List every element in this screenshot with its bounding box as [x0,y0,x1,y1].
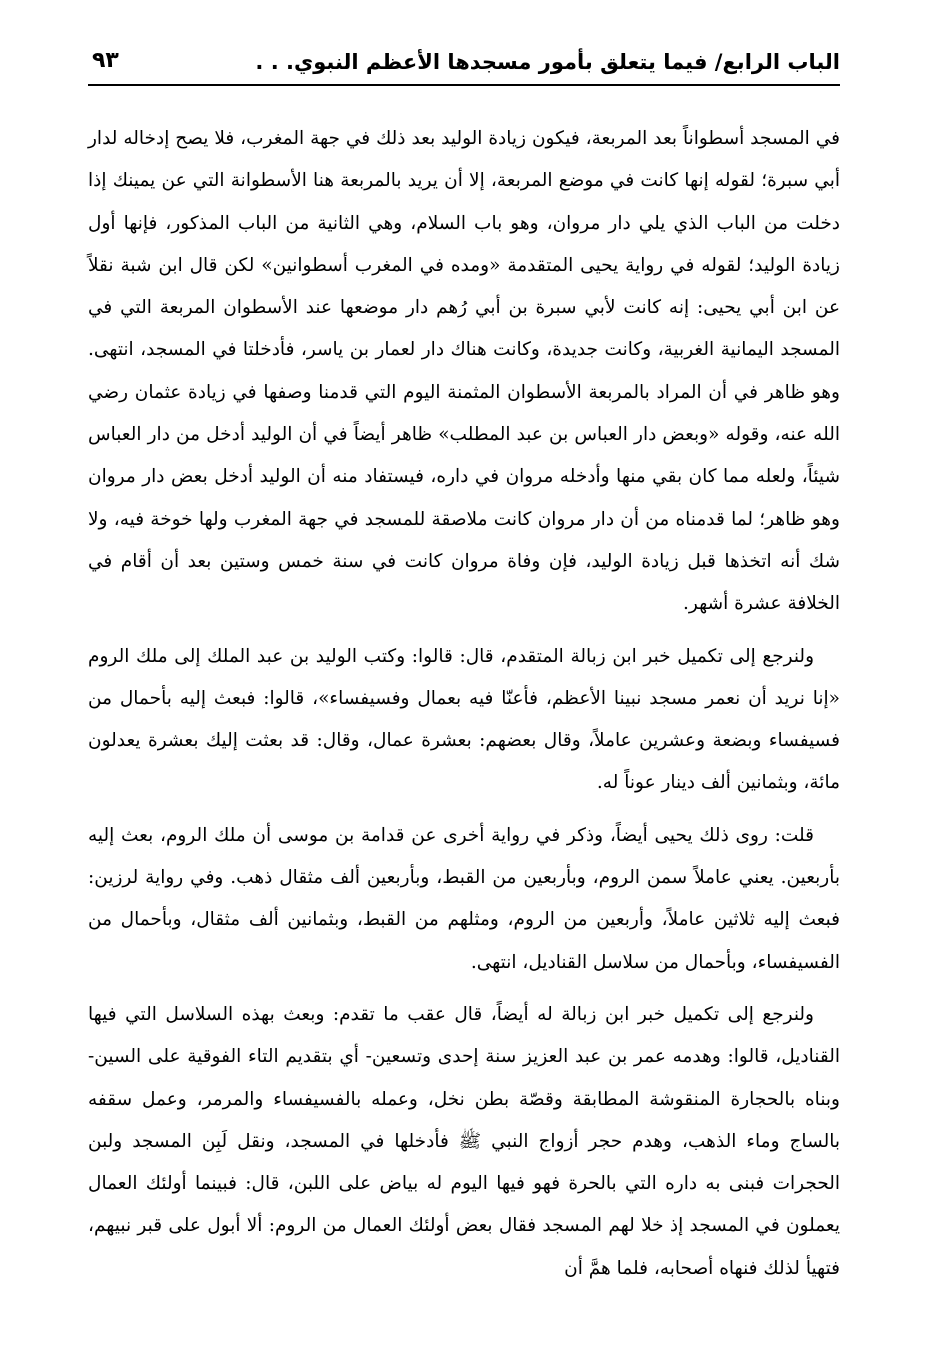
paragraph-4: ولنرجع إلى تكميل خبر ابن زبالة له أيضاً، قال عقب ما تقدم: وبعث بهذه السلاسل التي فيها القناديل، قالوا: وهدمه عمر بن عبد العزيز سنة إحدى وتسعين- أي بتقديم التاء الفوقية على السين- وبناه بالحجارة المنقوشة المطابقة وقصّة بطن نخل، وعمله بالفسيفساء والمرمر، وعمل سقفه بالساج وماء الذهب، وهدم حجر أزواج النبي ﷺ فأدخلها في المسجد، ونقل لَبِن المسجد ولبن الحجرات فبنى به داره التي بالحرة فهو فيها اليوم له بياض على اللبن، قال: فبينما أولئك العمال يعملون في المسجد إذ خلا لهم المسجد فقال بعض أولئك العمال من الروم: ألا أبول على قبر نبيهم، فتهيأ لذلك فنهاه أصحابه، فلما همَّ أن [88,1003,840,1279]
paragraph-gap [88,805,840,815]
paragraph-gap [88,984,840,994]
paragraph-1: في المسجد أسطواناً بعد المربعة، فيكون زيادة الوليد بعد ذلك في جهة المغرب، فلا يصح إدخاله لدار أبي سبرة؛ لقوله إنها كانت في موضع المربعة، إلا أن يريد بالمربعة هنا الأسطوانة التي عن يمينك إذا دخلت من الباب الذي يلي دار مروان، وهو باب السلام، وهي الثانية من الباب المذكور، فإنها أول زيادة الوليد؛ لقوله في رواية يحيى المتقدمة «ومده في المغرب أسطوانين» لكن قال ابن شبة نقلاً عن ابن أبي يحيى: إنه كانت لأبي سبرة بن أبي رُهم دار موضعها عند الأسطوان المربعة التي في المسجد اليمانية الغربية، وكانت جديدة، وكانت هناك دار لعمار بن ياسر، فأدخلتا في المسجد، انتهى. وهو ظاهر في أن المراد بالمربعة الأسطوان المثمنة اليوم التي قدمنا وصفها في زيادة عثمان رضي الله عنه، وقوله «وبعض دار العباس بن عبد المطلب» ظاهر أيضاً في أن الوليد أدخل من دار العباس شيئاً، ولعله مما كان بقي منها وأدخله مروان في داره، فيستفاد منه أن الوليد أدخل بعض دار مروان وهو ظاهر؛ لما قدمناه من أن دار مروان كانت ملاصقة للمسجد في جهة المغرب ولها خوخة فيه، ولا شك أنه اتخذها قبل زيادة الوليد، فإن وفاة مروان كانت في سنة خمس وستين بعد أن أقام في الخلافة عشرة أشهر. [88,128,840,615]
paragraph-2: ولنرجع إلى تكميل خبر ابن زبالة المتقدم، قال: قالوا: وكتب الوليد بن عبد الملك إلى ملك الروم «إنا نريد أن نعمر مسجد نبينا الأعظم، فأعنّا فيه بعمال وفسيفساء»، قالوا: فبعث إليه بأحمال من فسيفساء وبضعة وعشرين عاملاً، وقال بعضهم: بعشرة عمال، وقال: قد بعثت إليك بعشرة يعدلون مائة، وبثمانين ألف دينار عوناً له. [88,645,840,794]
chapter-title: الباب الرابع/ فيما يتعلق بأمور مسجدها الأعظم النبوي. . . [255,50,840,74]
paragraph-3: قلت: روى ذلك يحيى أيضاً، وذكر في رواية أخرى عن قدامة بن موسى أن ملك الروم، بعث إليه بأربعين. يعني عاملاً سمن الروم، وبأربعين من القبط، وبأربعين ألف مثقال ذهب. وفي رواية لرزين: فبعث إليه ثلاثين عاملاً، وأربعين من الروم، ومثلهم من القبط، وبثمانين ألف مثقال، وبأحمال من الفسيفساء، وبأحمال من سلاسل القناديل، انتهى. [88,824,840,973]
page-number: ٩٣ [92,48,119,73]
running-header [88,42,840,86]
body-text [88,118,840,1290]
paragraph-gap [88,626,840,636]
